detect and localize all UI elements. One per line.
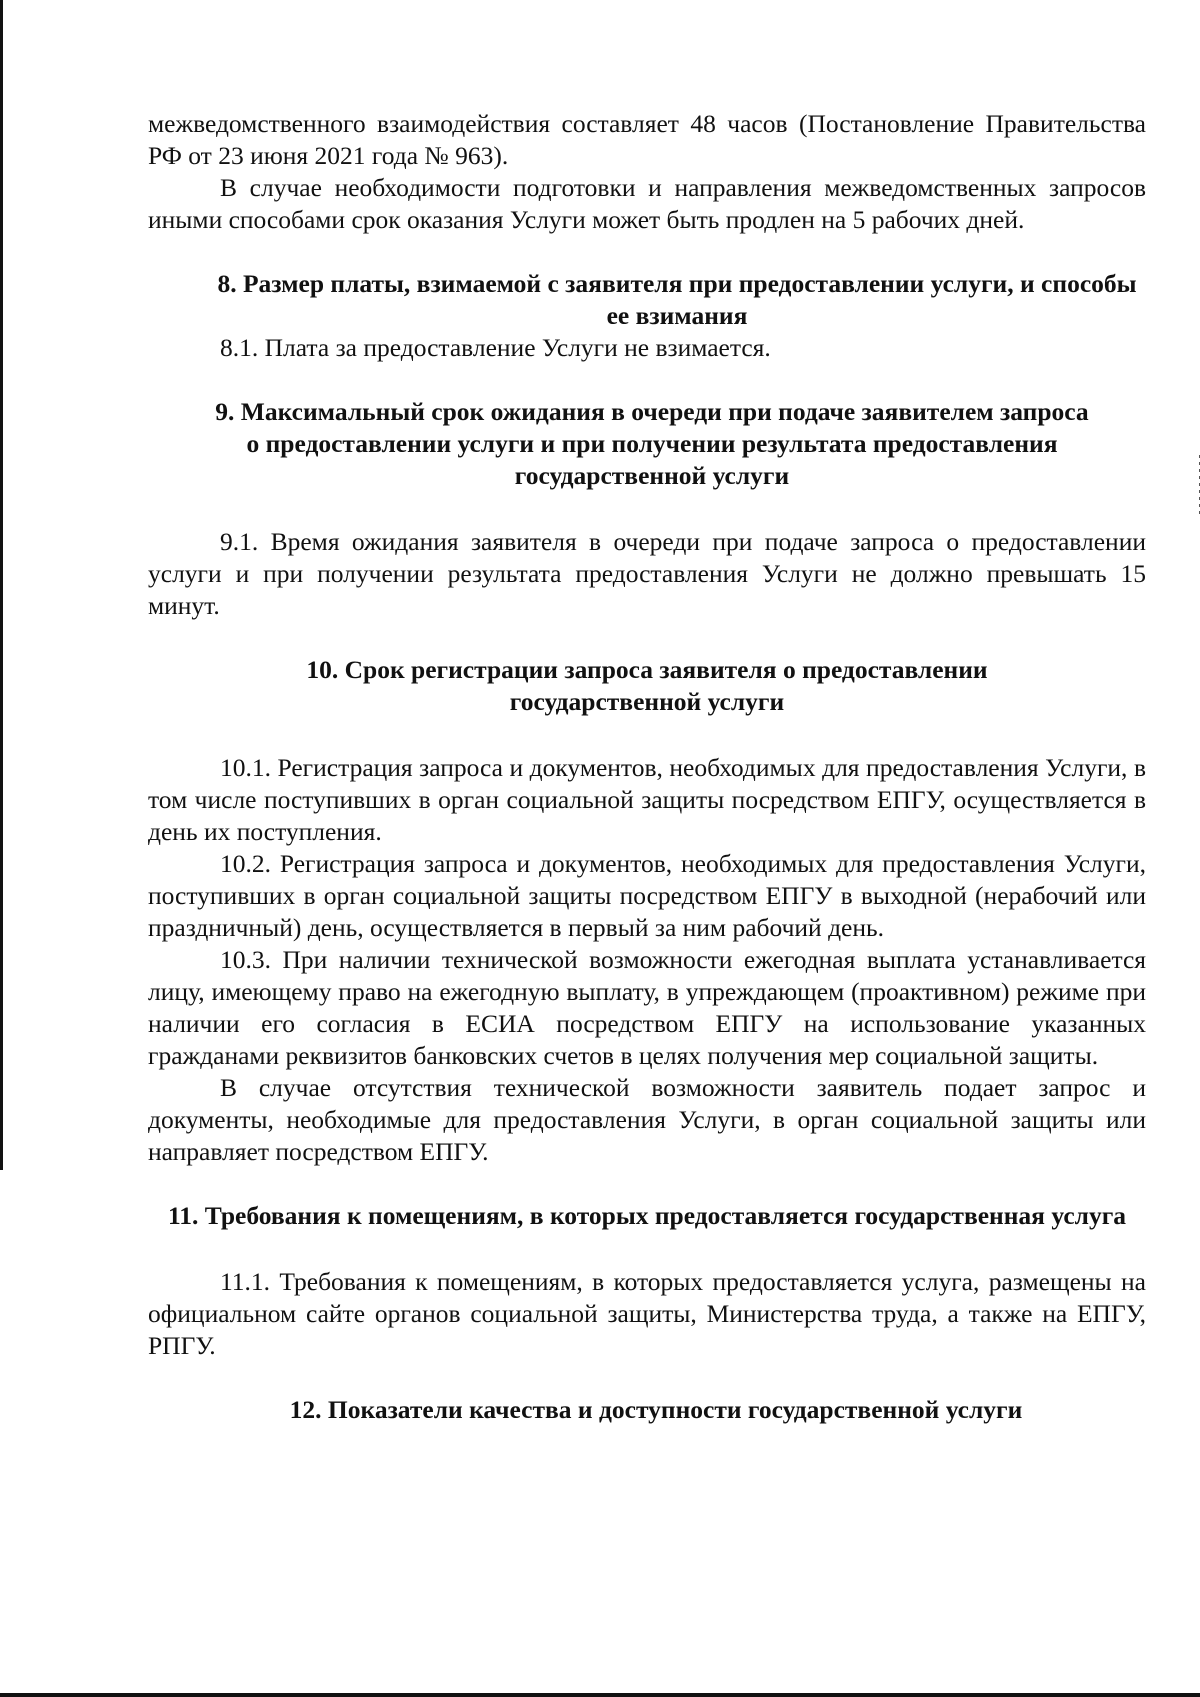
section-10-paragraph-3: 10.3. При наличии технической возможности ежегодная выплата устанавливается лицу, имеющему право на ежегодную выплату, в упреждающем (проактивном) режиме при наличии его согласия в ЕСИА посредством ЕПГУ на использование указанных гражданами реквизитов банковских счетов в целях получения мер социальной защиты. — [148, 945, 1146, 1070]
intro-paragraph-2: В случае необходимости подготовки и направления межведомственных запросов иными способами срок оказания Услуги может быть продлен на 5 рабочих дней. — [148, 173, 1146, 234]
section-12-heading: 12. Показатели качества и доступности государственной услуги — [289, 1395, 1023, 1424]
section-9-paragraph-1: 9.1. Время ожидания заявителя в очереди при подаче запроса о предоставлении услуги и при получении результата предоставления Услуги не должно превышать 15 минут. — [148, 527, 1146, 620]
document-body — [148, 108, 1146, 1426]
section-10-paragraph-4: В случае отсутствия технической возможности заявитель подает запрос и документы, необходимые для предоставления Услуги, в орган социальной защиты или направляет посредством ЕПГУ. — [148, 1073, 1146, 1166]
section-11-heading: 11. Требования к помещениям, в которых предоставляется государственная услуга — [167, 1201, 1127, 1230]
section-10-heading: 10. Срок регистрации запроса заявителя о предоставлении государственной услуги — [306, 655, 988, 716]
section-10-paragraph-2: 10.2. Регистрация запроса и документов, необходимых для предоставления Услуги, поступивших в орган социальной защиты посредством ЕПГУ в выходной (нерабочий или праздничный) день, осуществляется в первый за ним рабочий день. — [148, 849, 1146, 942]
section-10-paragraph-1: 10.1. Регистрация запроса и документов, необходимых для предоставления Услуги, в том числе поступивших в орган социальной защиты посредством ЕПГУ, осуществляется в день их поступления. — [148, 753, 1146, 846]
section-11-paragraph-1: 11.1. Требования к помещениям, в которых предоставляется услуга, размещены на официальном сайте органов социальной защиты, Министерства труда, а также на ЕПГУ, РПГУ. — [148, 1267, 1146, 1360]
scan-edge-bottom — [0, 1693, 1200, 1697]
section-9-heading: 9. Максимальный срок ожидания в очереди при подаче заявителем запроса о предоставлении услуги и при получении результата предоставления государственной услуги — [215, 397, 1089, 490]
scan-edge-left — [0, 0, 3, 1170]
intro-paragraph-1: межведомственного взаимодействия составляет 48 часов (Постановление Правительства РФ от 23 июня 2021 года № 963). — [148, 109, 1146, 170]
section-8-paragraph-1: 8.1. Плата за предоставление Услуги не взимается. — [220, 333, 771, 362]
section-8-heading: 8. Размер платы, взимаемой с заявителя при предоставлении услуги, и способы ее взимания — [217, 269, 1137, 330]
